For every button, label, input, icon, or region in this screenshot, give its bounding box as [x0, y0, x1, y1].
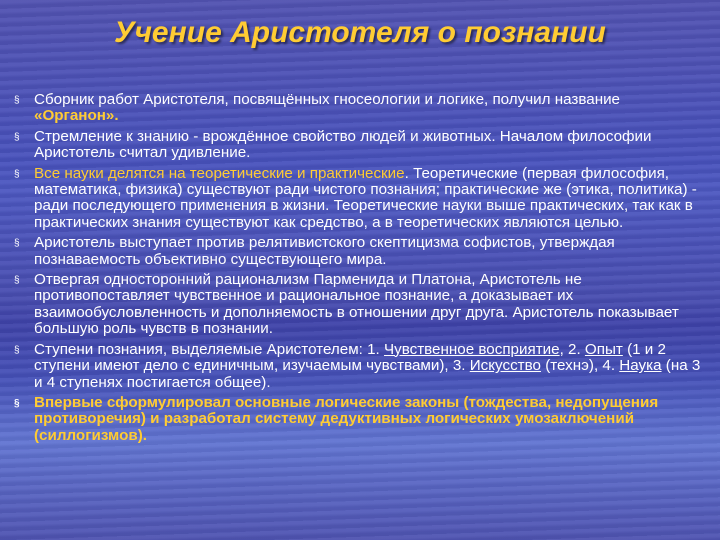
- list-item: [14, 235, 704, 268]
- stage-sensory-perception: Чувственное восприятие: [383, 340, 560, 358]
- bullet-icon: §: [14, 238, 20, 250]
- bullet-icon: §: [14, 275, 20, 287]
- item-text: (технэ), 4.: [540, 357, 620, 375]
- item-text: Ступени познания, выделяемые Аристотелем: 1.: [34, 340, 384, 358]
- sciences-highlight: Все науки делятся на теоретические и практические: [34, 164, 405, 182]
- item-text: (1 и 2 ступени имеют дело с единичным, изучаемым чувствами), 3.: [34, 340, 666, 375]
- item-text: . Теоретические (первая философия, математика, физика) существуют ради чистого познания; практические же (этика, политика) - ради последующего применения в жизни. Теоретические науки выше практических, так как в практических знания существуют как средство, а в теоретических являются целью.: [34, 164, 697, 231]
- list-item: [14, 129, 704, 162]
- stage-experience: Опыт: [584, 340, 623, 358]
- bullet-list: [14, 92, 704, 448]
- item-text: (на 3 и 4 ступенях постигается общее).: [34, 357, 701, 391]
- item-text: Аристотель выступает против релятивистского скептицизма софистов, утверждая познаваемость объективно существующего мира.: [34, 234, 615, 268]
- item-text: , 2.: [559, 340, 585, 358]
- bullet-icon: §: [14, 131, 20, 143]
- bullet-icon: §: [14, 344, 20, 356]
- list-item: [14, 92, 704, 125]
- logic-laws-highlight: Впервые сформулировал основные логические законы (тождества, недопущения противоречия) и разработал систему дедуктивных логических умозаключений (силлогизмов).: [34, 393, 659, 444]
- list-item: [14, 342, 704, 391]
- list-item: [14, 395, 704, 444]
- stage-art: Искусство: [469, 357, 541, 375]
- slide-title: Учение Аристотеля о познании: [114, 16, 606, 49]
- item-text: Стремление к знанию - врождённое свойство людей и животных. Началом философии Аристотель считал удивление.: [34, 127, 652, 162]
- bullet-icon: §: [14, 168, 20, 180]
- list-item: [14, 272, 704, 338]
- list-item: [14, 166, 704, 232]
- bullet-icon: §: [14, 95, 20, 106]
- bullet-icon: §: [14, 397, 20, 409]
- item-text: Сборник работ Аристотеля, посвящённых гносеологии и логике, получил название: [34, 91, 621, 108]
- stage-science: Наука: [619, 357, 662, 375]
- item-text: Отвергая односторонний рационализм Парменида и Платона, Аристотель не противопоставляет чувственное и рациональное познание, а доказывает их взаимообусловленность и дополняемость в отношении друг друга. Аристотель показывает большую роль чувств в познании.: [34, 271, 679, 338]
- organon-highlight: «Органон».: [34, 107, 119, 125]
